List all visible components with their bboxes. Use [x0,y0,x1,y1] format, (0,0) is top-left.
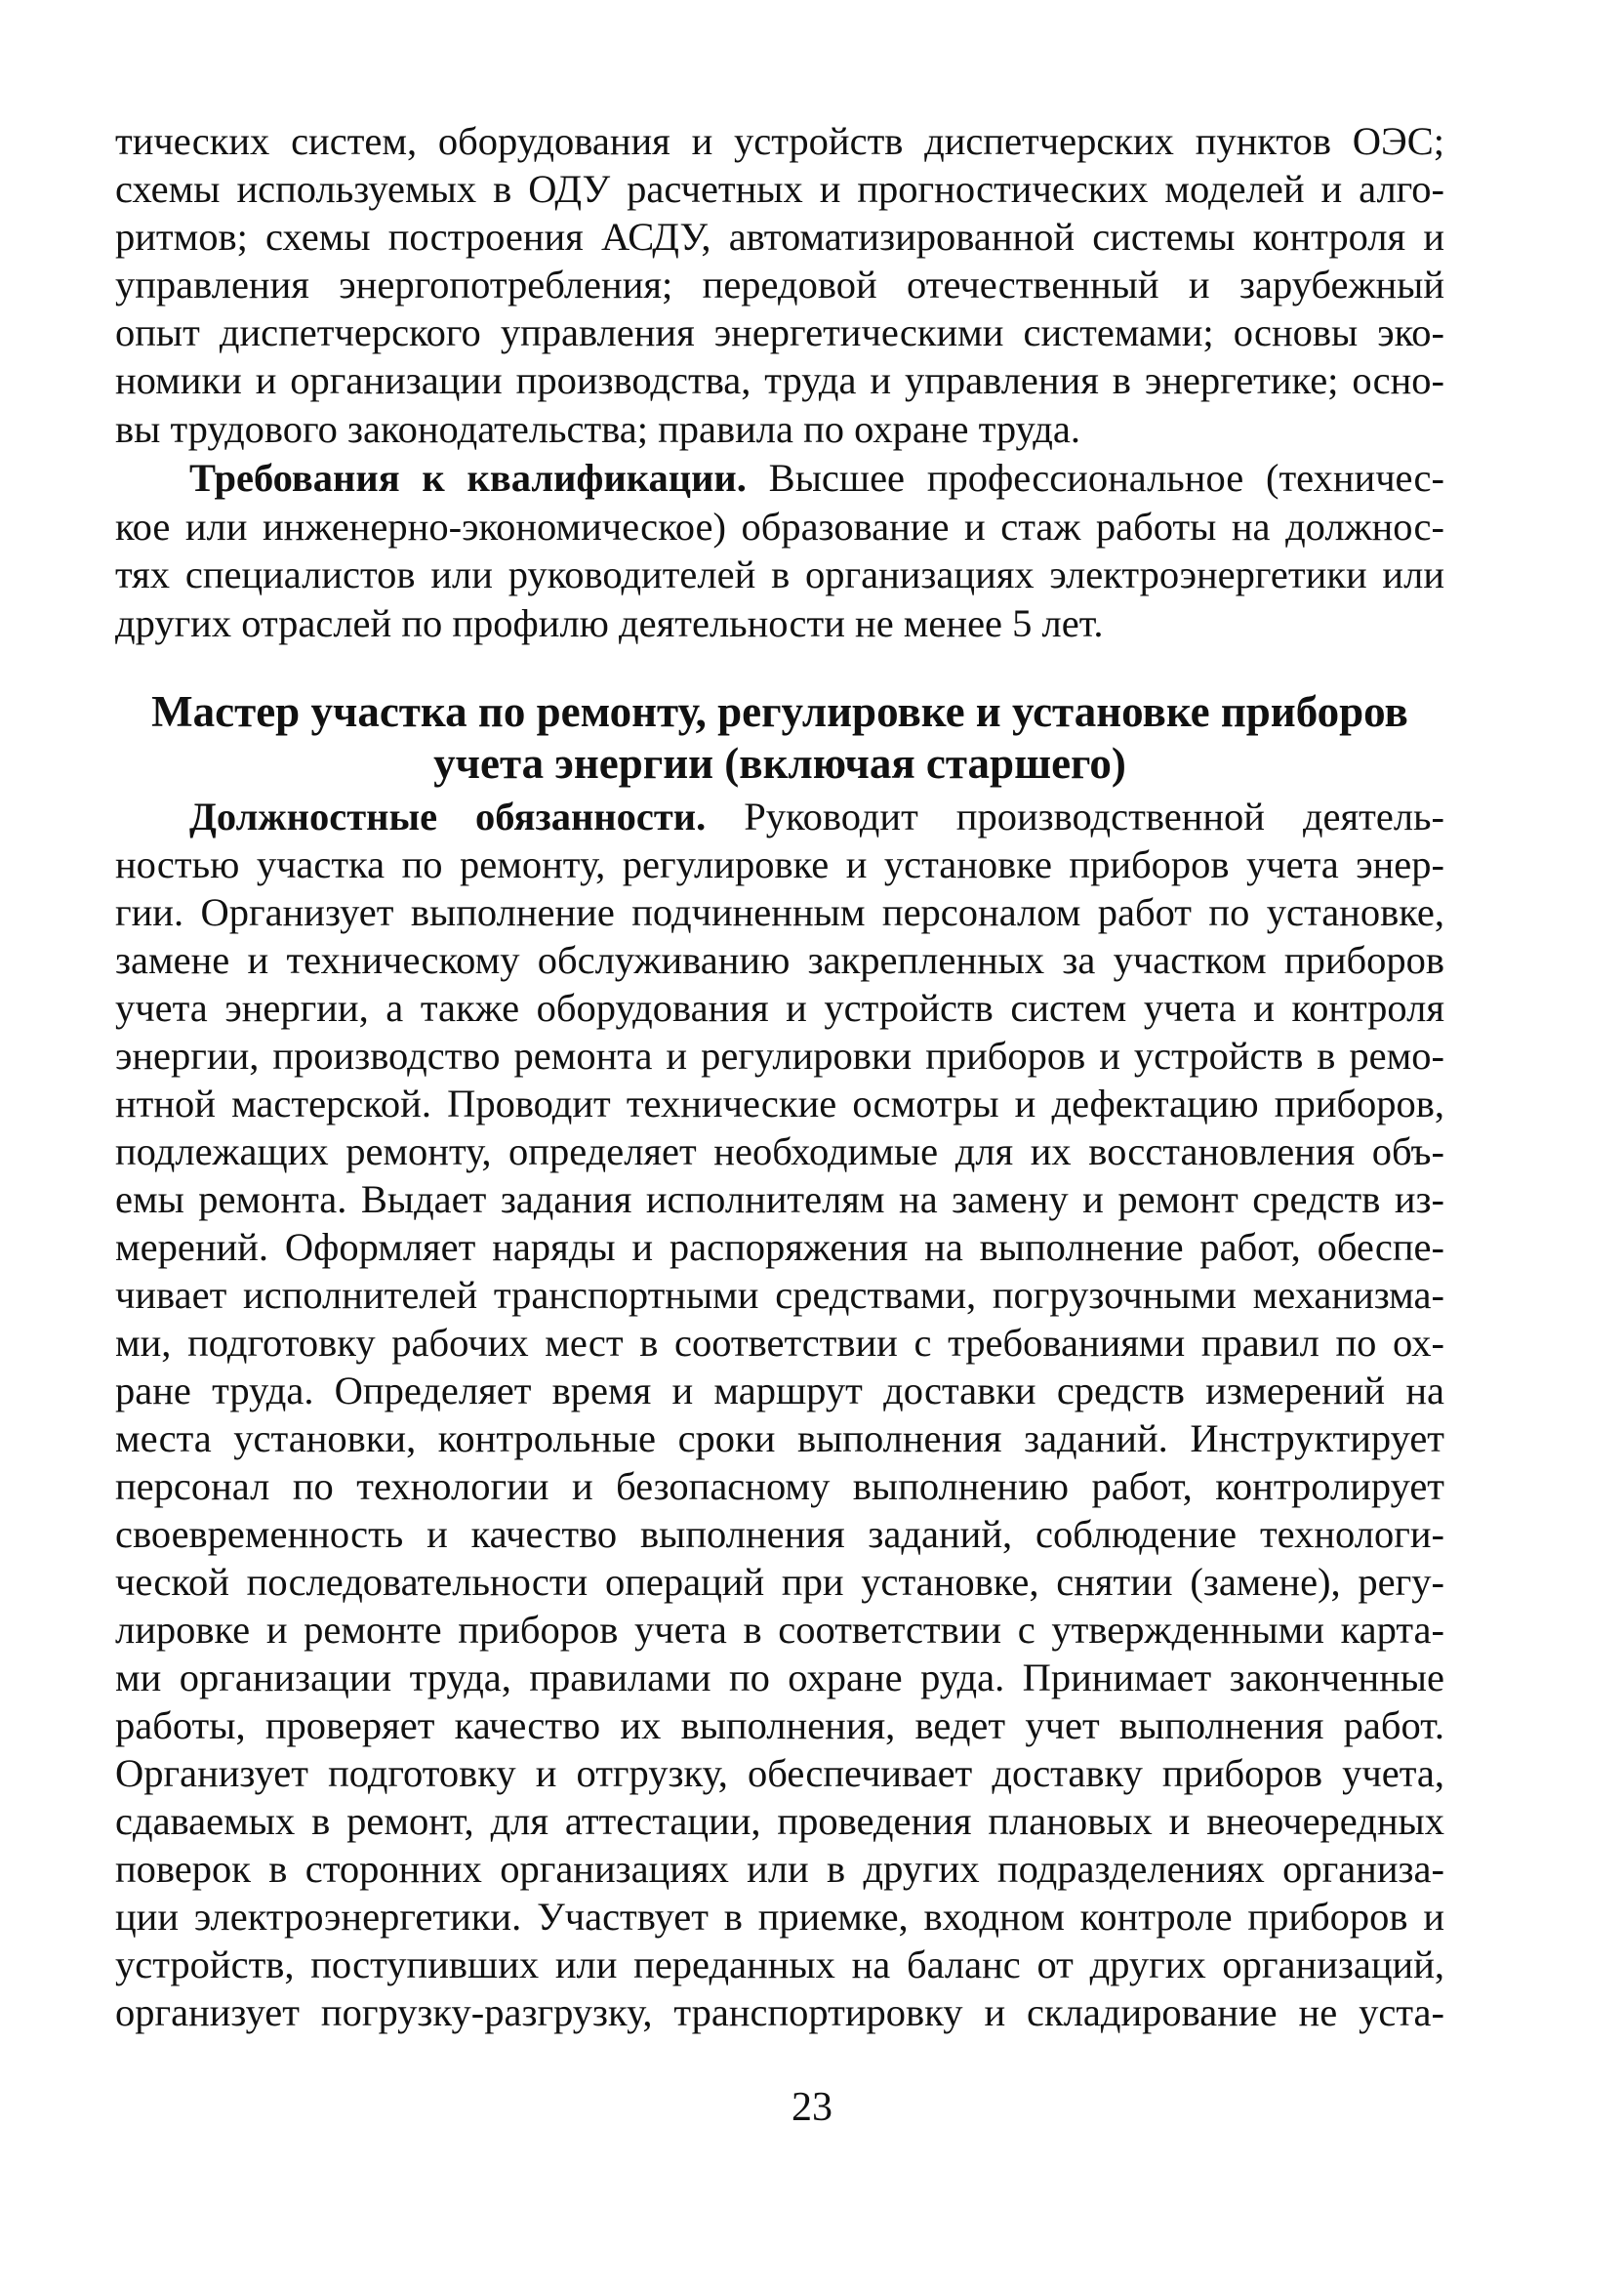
text-line: ми, подготовку рабочих мест в соответствии с требованиями правил по ох- [115,1321,1444,1365]
text-line: места установки, контрольные сроки выполнения заданий. Инструктирует [115,1416,1444,1460]
text-line: замене и техническому обслуживанию закрепленных за участком приборов [115,938,1444,982]
page-number: 23 [792,2085,832,2130]
text-line: чивает исполнителей транспортными средствами, погрузочными механизма- [115,1273,1444,1317]
text-line: организует погрузку-разгрузку, транспортировку и складирование не уста- [115,1990,1444,2034]
qualification-text: Высшее профессиональное (техничес- [746,456,1445,500]
text-line: тях специалистов или руководителей в организациях электроэнергетики или [115,552,1444,596]
text-line: ностью участка по ремонту, регулировке и установке приборов учета энер- [115,842,1444,886]
section-heading-line-2: учета энергии (включая старшего) [433,739,1126,788]
qualification-first-line [189,456,1445,500]
text-line: ране труда. Определяет время и маршрут доставки средств измерений на [115,1369,1444,1412]
text-line: сдаваемых в ремонт, для аттестации, проведения плановых и внеочередных [115,1799,1444,1843]
text-line: номики и организации производства, труда и управления в энергетике; осно- [115,358,1444,402]
text-line: гии. Организует выполнение подчиненным персоналом работ по установке, [115,890,1444,934]
text-line: поверок в сторонних организациях или в других подразделениях организа- [115,1847,1444,1891]
text-line: энергии, производство ремонта и регулировки приборов и устройств в ремо- [115,1034,1444,1078]
text-line: своевременность и качество выполнения заданий, соблюдение технологи- [115,1512,1444,1556]
duties-label: Должностные обязанности. [189,795,707,838]
qualification-label: Требования к квалификации. [189,456,747,500]
text-line: ми организации труда, правилами по охране руда. Принимает законченные [115,1656,1444,1699]
duties-text: Руководит производственной деятель- [706,795,1445,838]
text-line: нтной мастерской. Проводит технические осмотры и дефектацию приборов, [115,1082,1444,1125]
text-line: персонал по технологии и безопасному выполнению работ, контролирует [115,1464,1444,1508]
text-line: управления энергопотребления; передовой отечественный и зарубежный [115,263,1444,307]
text-line: тических систем, оборудования и устройств диспетчерских пунктов ОЭС; [115,119,1444,163]
text-line: лировке и ремонте приборов учета в соответствии с утвержденными карта- [115,1608,1444,1652]
text-line: мерений. Оформляет наряды и распоряжения на выполнение работ, обеспе- [115,1225,1444,1269]
text-line: опыт диспетчерского управления энергетическими системами; основы эко- [115,310,1444,354]
text-line: емы ремонта. Выдает задания исполнителям на замену и ремонт средств из- [115,1177,1444,1221]
section-heading-line-1: Мастер участка по ремонту, регулировке и установке приборов [151,687,1408,736]
text-line: других отраслей по профилю деятельности не менее 5 лет. [115,601,1104,645]
text-line: схемы используемых в ОДУ расчетных и прогностических моделей и алго- [115,167,1444,211]
text-line: ческой последовательности операций при установке, снятии (замене), регу- [115,1560,1444,1604]
text-line: подлежащих ремонту, определяет необходимые для их восстановления объ- [115,1129,1444,1173]
text-line: кое или инженерно-экономическое) образование и стаж работы на должнос- [115,505,1444,549]
text-line: работы, проверяет качество их выполнения, ведет учет выполнения работ. [115,1703,1444,1747]
text-line: учета энергии, а также оборудования и устройств систем учета и контроля [115,986,1444,1030]
text-line: ции электроэнергетики. Участвует в приемке, входном контроле приборов и [115,1895,1444,1939]
text-line: ритмов; схемы построения АСДУ, автоматизированной системы контроля и [115,215,1444,259]
duties-first-line [189,797,1444,838]
text-line: вы трудового законодательства; правила по охране труда. [115,407,1080,451]
text-line: Организует подготовку и отгрузку, обеспечивает доставку приборов учета, [115,1751,1444,1795]
text-line: устройств, поступивших или переданных на баланс от других организаций, [115,1942,1444,1986]
